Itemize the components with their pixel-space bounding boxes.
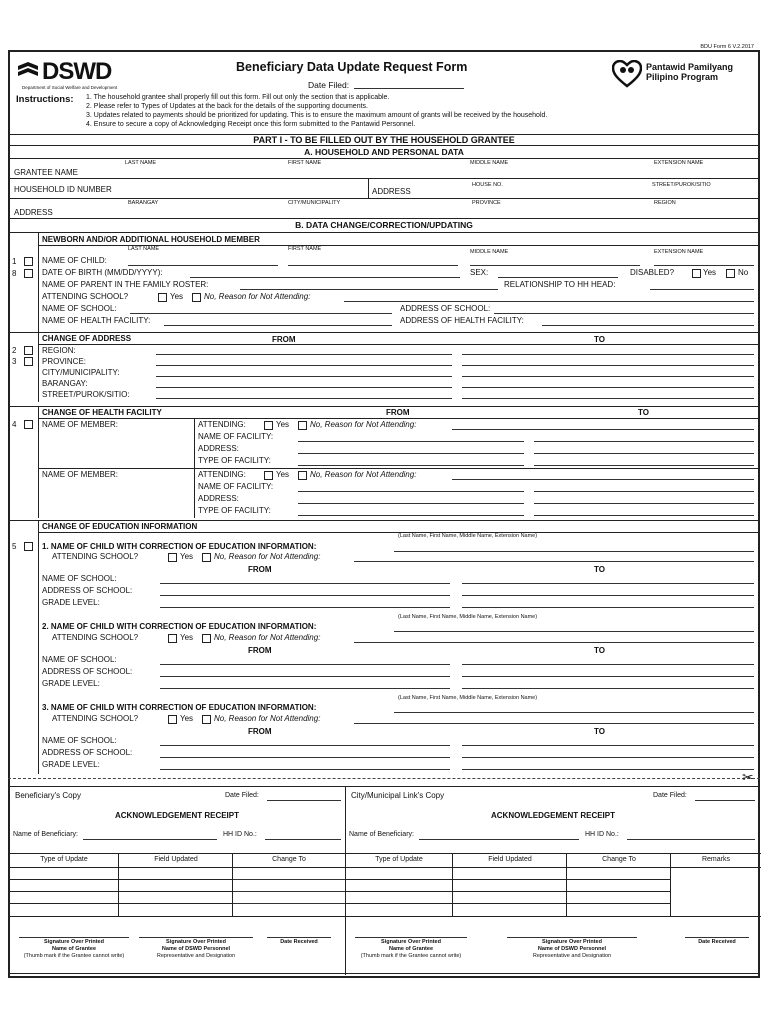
nb-col-middle: MIDDLE NAME <box>470 249 509 255</box>
instructions-list <box>86 93 746 129</box>
hh-id-label: HOUSEHOLD ID NUMBER <box>14 185 112 194</box>
left-sig-grantee-2: Name of Grantee <box>51 946 96 952</box>
newborn-checkbox-8[interactable] <box>24 269 33 278</box>
section-a-title: A. HOUSEHOLD AND PERSONAL DATA <box>304 147 464 157</box>
health-1-no-reason: No, Reason for Not Attending: <box>310 420 417 429</box>
edu-2-yes: Yes <box>180 633 194 642</box>
right-sig-grantee-2: Name of Grantee <box>388 946 433 952</box>
col-extension-name: EXTENSION NAME <box>654 160 704 166</box>
edu-child-2-label: 2. NAME OF CHILD WITH CORRECTION OF EDUCATION INFORMATION: <box>42 622 317 631</box>
address-checkbox-3[interactable] <box>24 357 33 366</box>
nb-attending-no-checkbox[interactable] <box>192 293 201 302</box>
instruction-3: 3. Updates related to payments should be prioritized for updating. This is to ensure the maximum amount of grants will be received by the household. <box>86 112 548 119</box>
name-of-child-label: NAME OF CHILD: <box>42 256 107 265</box>
right-date-filed-label: Date Filed: <box>653 792 687 799</box>
edu-3-attending: ATTENDING SCHOOL? <box>52 714 139 723</box>
left-update-table <box>9 853 345 917</box>
health-checkbox-4[interactable] <box>24 420 33 429</box>
right-sig-grantee <box>355 939 467 960</box>
right-sig-dswd-3: Representative and Designation <box>532 953 612 959</box>
health-2-no-checkbox[interactable] <box>298 471 307 480</box>
right-hh-id: HH ID No.: <box>585 831 619 838</box>
address-checkbox-2[interactable] <box>24 346 33 355</box>
parent-label: NAME OF PARENT IN THE FAMILY ROSTER: <box>42 280 209 289</box>
edu-1-addr-label: ADDRESS OF SCHOOL: <box>42 586 133 595</box>
health-2-yes-checkbox[interactable] <box>264 471 273 480</box>
edu-1-grade-label: GRADE LEVEL: <box>42 598 100 607</box>
nb-no-reason-label: No, Reason for Not Attending: <box>204 292 311 301</box>
nb-school-label: NAME OF SCHOOL: <box>42 304 117 313</box>
change-edu-title: CHANGE OF EDUCATION INFORMATION <box>42 522 198 531</box>
left-sig-dswd-2: Name of DSWD Personnel <box>161 946 231 952</box>
edu-2-no-checkbox[interactable] <box>202 634 211 643</box>
instructions-label: Instructions: <box>16 94 74 105</box>
change-health-title: CHANGE OF HEALTH FACILITY <box>42 408 162 417</box>
street-label: STREET/PUROK/SITIO <box>652 182 711 188</box>
nb-col-ext: EXTENSION NAME <box>654 249 704 255</box>
edu-3-from: FROM <box>248 727 272 736</box>
health-member-1-label: NAME OF MEMBER: <box>42 420 119 429</box>
instruction-2: 2. Please refer to Types of Updates at the back for the details of the supporting documents. <box>86 103 368 110</box>
part1-title: PART I - TO BE FILLED OUT BY THE HOUSEHOLD GRANTEE <box>10 134 758 146</box>
health-member-2-label: NAME OF MEMBER: <box>42 470 119 479</box>
row-num-4: 4 <box>12 420 17 429</box>
edu-3-addr-label: ADDRESS OF SCHOOL: <box>42 748 133 757</box>
section-b-title: B. DATA CHANGE/CORRECTION/UPDATING <box>295 220 473 230</box>
edu-child-1-label: 1. NAME OF CHILD WITH CORRECTION OF EDUCATION INFORMATION: <box>42 542 317 551</box>
left-ack-title: ACKNOWLEDGEMENT RECEIPT <box>115 811 239 820</box>
right-sig-grantee-3: (Thumb mark if the Grantee cannot write) <box>360 953 462 959</box>
nb-health-addr-label: ADDRESS OF HEALTH FACILITY: <box>400 316 524 325</box>
health-to-label: TO <box>638 408 649 417</box>
program-name-2: Pilipino Program <box>646 72 719 82</box>
health-1-yes-checkbox[interactable] <box>264 421 273 430</box>
edu-2-hint: (Last Name, First Name, Middle Name, Extension Name) <box>398 614 538 620</box>
addr-to-label: TO <box>594 335 605 344</box>
health-2-facility-label: NAME OF FACILITY: <box>198 482 274 491</box>
address-label-2: ADDRESS <box>14 208 53 217</box>
nb-attending-yes-checkbox[interactable] <box>158 293 167 302</box>
edu-3-yes-checkbox[interactable] <box>168 715 177 724</box>
left-sig-dswd <box>139 939 253 960</box>
col-region: REGION <box>654 200 676 206</box>
nb-col-first: FIRST NAME <box>288 246 322 252</box>
edu-2-yes-checkbox[interactable] <box>168 634 177 643</box>
edu-2-from: FROM <box>248 646 272 655</box>
addr-from-label: FROM <box>272 335 296 344</box>
nb-school-addr-label: ADDRESS OF SCHOOL: <box>400 304 491 313</box>
agency-subtitle: Department of Social Welfare and Development <box>22 85 118 90</box>
disabled-no-checkbox[interactable] <box>726 269 735 278</box>
left-sig-dswd-3: Representative and Designation <box>156 953 236 959</box>
left-sig-dswd-1: Signature Over Printed <box>166 939 226 945</box>
row-num-5: 5 <box>12 542 17 551</box>
disabled-yes-checkbox[interactable] <box>692 269 701 278</box>
left-sig-grantee-1: Signature Over Printed <box>44 939 104 945</box>
nb-health-label: NAME OF HEALTH FACILITY: <box>42 316 151 325</box>
agency-name: DSWD <box>42 58 112 85</box>
col-province: PROVINCE <box>472 200 501 206</box>
nb-attending-yes: Yes <box>170 292 184 301</box>
health-attending-2: ATTENDING: <box>198 470 246 479</box>
dswd-logo <box>16 58 146 92</box>
right-sig-grantee-1: Signature Over Printed <box>381 939 441 945</box>
row-num-8: 8 <box>12 269 17 278</box>
grantee-name-label: GRANTEE NAME <box>14 168 79 177</box>
address-label: ADDRESS <box>372 187 411 196</box>
edu-1-hint: (Last Name, First Name, Middle Name, Extension Name) <box>398 533 538 539</box>
right-col-change: Change To <box>602 856 636 863</box>
col-last-name: LAST NAME <box>125 160 157 166</box>
change-address-title: CHANGE OF ADDRESS <box>42 334 132 343</box>
date-filed-line[interactable] <box>354 88 464 89</box>
edu-3-yes: Yes <box>180 714 194 723</box>
health-1-no-checkbox[interactable] <box>298 421 307 430</box>
health-2-address-label: ADDRESS: <box>198 494 239 503</box>
left-sig-grantee-3: (Thumb mark if the Grantee cannot write) <box>23 953 125 959</box>
street-purok-label: STREET/PUROK/SITIO: <box>42 390 130 399</box>
edu-3-no-checkbox[interactable] <box>202 715 211 724</box>
edu-1-yes: Yes <box>180 552 194 561</box>
health-attending-1: ATTENDING: <box>198 420 246 429</box>
edu-2-addr-label: ADDRESS OF SCHOOL: <box>42 667 133 676</box>
house-no-label: HOUSE NO. <box>472 182 503 188</box>
edu-2-grade-label: GRADE LEVEL: <box>42 679 100 688</box>
cut-line <box>8 778 760 779</box>
form-code: BDU Form 6 V.2.2017 <box>700 44 754 50</box>
program-logo <box>612 60 752 90</box>
barangay-label: BARANGAY: <box>42 379 88 388</box>
col-barangay: BARANGAY <box>128 200 159 206</box>
left-sig-grantee <box>19 939 129 960</box>
edu-1-no-reason: No, Reason for Not Attending: <box>214 552 321 561</box>
row-num-1: 1 <box>12 257 17 266</box>
region-label: REGION: <box>42 346 76 355</box>
right-sig-dswd-2: Name of DSWD Personnel <box>537 946 607 952</box>
left-name-beneficiary: Name of Beneficiary: <box>13 831 78 838</box>
edu-1-from: FROM <box>248 565 272 574</box>
left-col-type: Type of Update <box>40 856 88 863</box>
edu-3-no-reason: No, Reason for Not Attending: <box>214 714 321 723</box>
form-title: Beneficiary Data Update Request Form <box>236 60 468 74</box>
edu-2-attending: ATTENDING SCHOOL? <box>52 633 139 642</box>
edu-3-school-label: NAME OF SCHOOL: <box>42 736 117 745</box>
edu-2-no-reason: No, Reason for Not Attending: <box>214 633 321 642</box>
left-hh-id: HH ID No.: <box>223 831 257 838</box>
col-first-name: FIRST NAME <box>288 160 322 166</box>
edu-3-to: TO <box>594 727 605 736</box>
left-date-received: Date Received <box>280 939 318 945</box>
left-date-filed-label: Date Filed: <box>225 792 259 799</box>
edu-child-3-label: 3. NAME OF CHILD WITH CORRECTION OF EDUCATION INFORMATION: <box>42 703 317 712</box>
health-2-no-reason: No, Reason for Not Attending: <box>310 470 417 479</box>
city-label: CITY/MUNICIPALITY: <box>42 368 120 377</box>
sex-label: SEX: <box>470 268 489 277</box>
receipt-area <box>8 786 760 974</box>
disabled-yes-label: Yes <box>703 268 717 277</box>
nb-attending-label: ATTENDING SCHOOL? <box>42 292 129 301</box>
health-2-type-label: TYPE OF FACILITY: <box>198 506 271 515</box>
right-col-type: Type of Update <box>375 856 423 863</box>
col-middle-name: MIDDLE NAME <box>470 160 509 166</box>
edu-checkbox-5[interactable] <box>24 542 33 551</box>
edu-1-to: TO <box>594 565 605 574</box>
beneficiary-copy-label: Beneficiary's Copy <box>15 791 81 800</box>
health-1-address-label: ADDRESS: <box>198 444 239 453</box>
right-name-beneficiary: Name of Beneficiary: <box>349 831 414 838</box>
right-sig-dswd-1: Signature Over Printed <box>542 939 602 945</box>
instruction-4: 4. Ensure to secure a copy of Acknowledging Receipt once this form submitted to the Pantawid Personnel. <box>86 121 416 128</box>
province-label: PROVINCE: <box>42 357 87 366</box>
health-1-yes: Yes <box>276 420 290 429</box>
edu-2-to: TO <box>594 646 605 655</box>
date-filed-label: Date Filed: <box>308 80 350 90</box>
edu-2-school-label: NAME OF SCHOOL: <box>42 655 117 664</box>
heart-icon <box>612 60 642 88</box>
nb-col-last: LAST NAME <box>128 246 160 252</box>
right-update-table <box>345 853 761 917</box>
row-num-2: 2 <box>12 346 17 355</box>
edu-1-no-checkbox[interactable] <box>202 553 211 562</box>
newborn-title: NEWBORN AND/OR ADDITIONAL HOUSEHOLD MEMBER <box>42 235 260 244</box>
right-sig-dswd <box>507 939 637 960</box>
edu-3-grade-label: GRADE LEVEL: <box>42 760 100 769</box>
col-city: CITY/MUNICIPALITY <box>288 200 341 206</box>
city-copy-label: City/Municipal Link's Copy <box>351 791 445 800</box>
row-num-3: 3 <box>12 357 17 366</box>
left-col-change: Change To <box>272 856 306 863</box>
right-ack-title: ACKNOWLEDGEMENT RECEIPT <box>491 811 615 820</box>
health-2-yes: Yes <box>276 470 290 479</box>
edu-1-attending: ATTENDING SCHOOL? <box>52 552 139 561</box>
health-1-type-label: TYPE OF FACILITY: <box>198 456 271 465</box>
health-1-facility-label: NAME OF FACILITY: <box>198 432 274 441</box>
instruction-1: 1. The household grantee shall properly fill out this form. Fill out only the section that is applicable. <box>86 94 390 101</box>
scissors-icon: ✂ <box>742 770 754 786</box>
dob-label: DATE OF BIRTH (MM/DD/YYYY): <box>42 268 163 277</box>
health-from-label: FROM <box>386 408 410 417</box>
program-name-1: Pantawid Pamilyang <box>646 62 734 72</box>
left-col-field: Field Updated <box>154 856 198 863</box>
right-date-received: Date Received <box>698 939 736 945</box>
right-col-remarks: Remarks <box>701 856 730 863</box>
edu-1-yes-checkbox[interactable] <box>168 553 177 562</box>
newborn-checkbox-1[interactable] <box>24 257 33 266</box>
disabled-label: DISABLED? <box>630 268 675 277</box>
right-col-field: Field Updated <box>488 856 532 863</box>
edu-1-school-label: NAME OF SCHOOL: <box>42 574 117 583</box>
disabled-no-label: No <box>738 268 749 277</box>
relationship-label: RELATIONSHIP TO HH HEAD: <box>504 280 616 289</box>
edu-3-hint: (Last Name, First Name, Middle Name, Extension Name) <box>398 695 538 701</box>
